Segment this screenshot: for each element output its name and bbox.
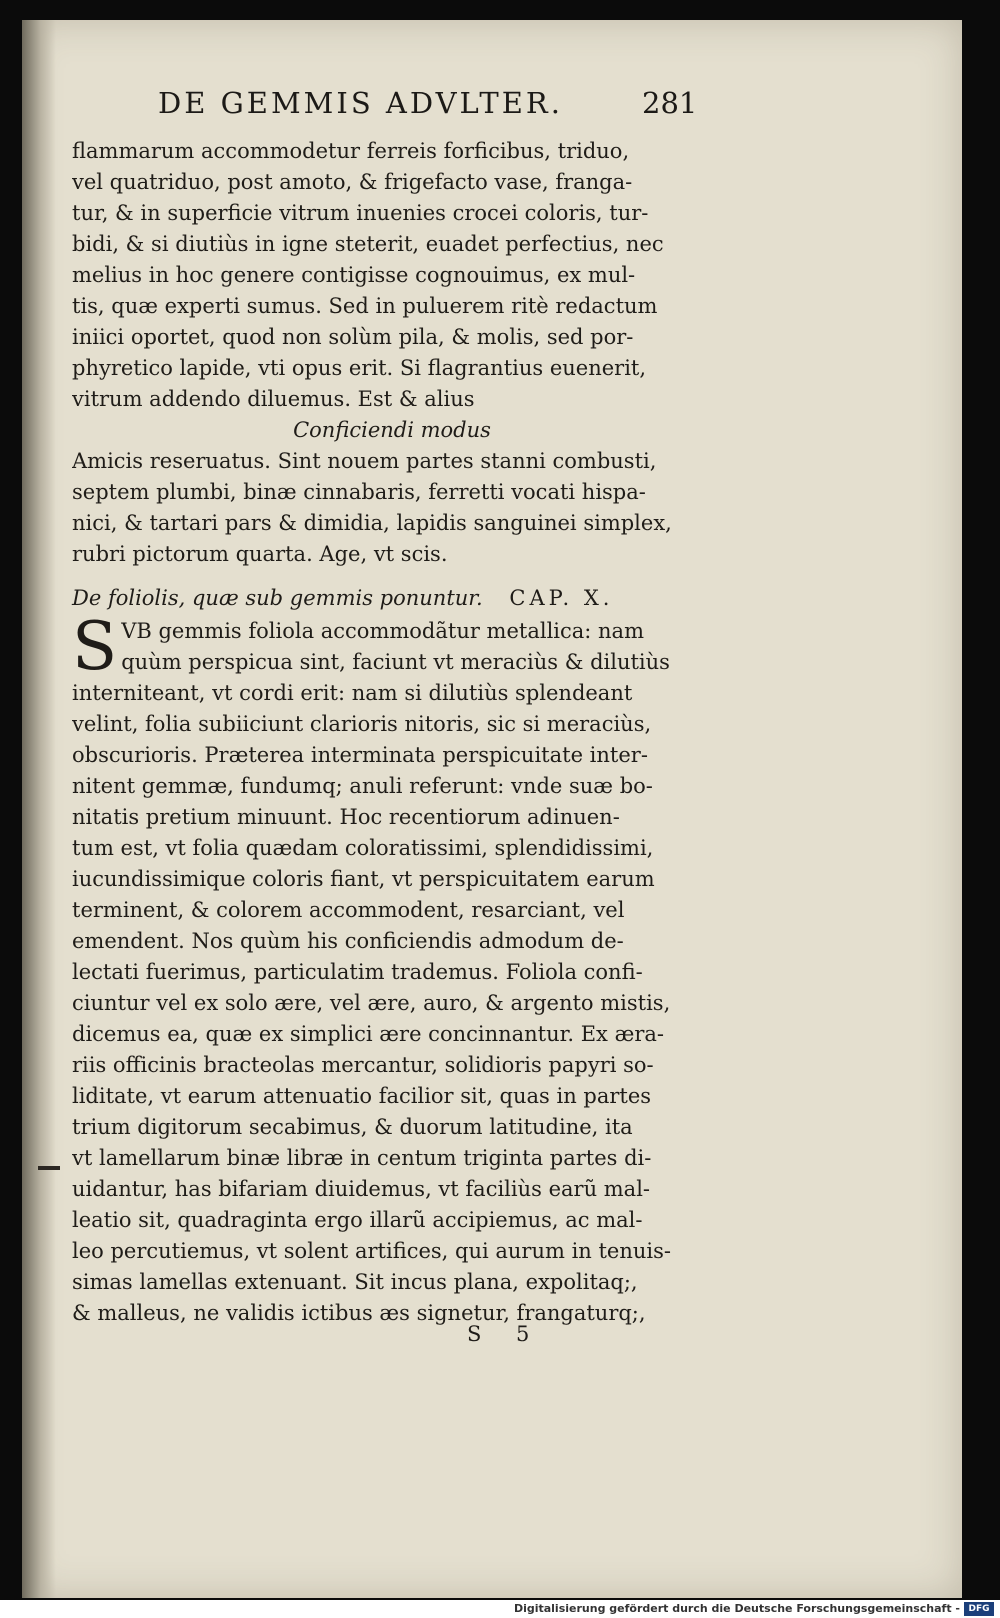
subheading: Conficiendi modus (293, 418, 491, 442)
text-line: obscurioris. Prætereа interminata perspicuitate inter- (72, 743, 648, 767)
text-line: vel quatriduo, post amoto, & frigefacto vase, franga- (72, 170, 633, 194)
text-line: septem plumbi, binæ cinnabaris, ferretti vocati hispa- (72, 480, 646, 504)
chapter-heading (72, 580, 712, 616)
text-line: bidi, & si diutiùs in igne steterit, euadet perfectius, nec (72, 232, 664, 256)
text-line: lectati fuerimus, particulatim trademus. Foliola confi- (72, 960, 643, 984)
text-line: Amicis reseruatus. Sint nouem partes stanni combusti, (72, 449, 657, 473)
footer-credit: Digitalisierung gefördert durch die Deutsche Forschungsgemeinschaft - (513, 1602, 960, 1615)
book-page (22, 20, 962, 1598)
text-line: nitatis pretium minuunt. Hoc recentiorum adinuen- (72, 805, 620, 829)
page-text (72, 136, 712, 1329)
text-line: uidantur, has bifariam diuidemus, vt faciliùs earũ mal- (72, 1177, 651, 1201)
text-line: nici, & tartari pars & dimidia, lapidis sanguinei simplex, (72, 511, 672, 535)
text-line: nitent gemmæ, fundumq; anuli referunt: vnde suæ bo- (72, 774, 653, 798)
text-line: quùm perspicua sint, faciunt vt meraciùs & dilutiùs (121, 650, 670, 674)
running-head: DE GEMMIS ADVLTER. (158, 86, 563, 120)
text-line: iniici oportet, quod non solùm pila, & molis, sed por- (72, 325, 634, 349)
text-line: emendent. Nos quùm his conficiendis admodum de- (72, 929, 624, 953)
text-line: tis, quæ experti sumus. Sed in puluerem ritè redactum (72, 294, 658, 318)
text-line: & malleus, ne validis ictibus æs signetur, frangaturq;, (72, 1301, 646, 1325)
margin-mark (38, 1166, 60, 1170)
text-line: ciuntur vel ex solo ære, vel ære, auro, & argento mistis, (72, 991, 671, 1015)
text-line: simas lamellas extenuant. Sit incus plana, expolitaq;, (72, 1270, 638, 1294)
text-line: leatio sit, quadraginta ergo illarũ accipiemus, ac mal- (72, 1208, 643, 1232)
paragraph-2 (72, 446, 712, 570)
paragraph-3 (72, 608, 712, 1329)
dfg-logo: DFG (964, 1602, 994, 1616)
chapter-title: De foliolis, quæ sub gemmis ponuntur. (72, 586, 483, 610)
text-line: vitrum addendo diluemus. Est & alius (72, 387, 475, 411)
text-line: velint, folia subiiciunt clarioris nitoris, sic si meraciùs, (72, 712, 652, 736)
text-line: VB gemmis foliola accommodãtur metallica: nam (121, 619, 644, 643)
text-line: riis officinis bracteolas mercantur, solidioris papyri so- (72, 1053, 654, 1077)
text-line: trium digitorum secabimus, & duorum latitudine, ita (72, 1115, 633, 1139)
page-number: 281 (642, 86, 698, 120)
text-line: vt lamellarum binæ libræ in centum triginta partes di- (72, 1146, 652, 1170)
binding-shadow (22, 20, 56, 1598)
signature-mark: S 5 (467, 1322, 544, 1346)
text-line: interniteant, vt cordi erit: nam si dilutiùs splendeant (72, 681, 633, 705)
text-line: phyretico lapide, vti opus erit. Si flagrantius euenerit, (72, 356, 647, 380)
drop-cap: S (72, 608, 118, 685)
text-line: tum est, vt folia quædam coloratissimi, splendidissimi, (72, 836, 654, 860)
text-line: melius in hoc genere contigisse cognouimus, ex mul- (72, 263, 636, 287)
text-line: iucundissimique coloris fiant, vt perspicuitatem earum (72, 867, 655, 891)
text-line: terminent, & colorem accommodent, resarciant, vel (72, 898, 625, 922)
paragraph-1 (72, 136, 712, 415)
text-line: tur, & in superficie vitrum inuenies crocei coloris, tur- (72, 201, 649, 225)
chapter-number: CAP. X. (509, 586, 614, 610)
text-line: dicemus ea, quæ ex simplici ære concinnantur. Ex æra- (72, 1022, 664, 1046)
text-line: leo percutiemus, vt solent artifices, qui aurum in tenuis- (72, 1239, 672, 1263)
text-line: liditate, vt earum attenuatio facilior sit, quas in partes (72, 1084, 652, 1108)
page-header (142, 86, 702, 130)
text-line: flammarum accommodetur ferreis forficibus, triduo, (72, 139, 630, 163)
text-line: rubri pictorum quarta. Age, vt scis. (72, 542, 448, 566)
